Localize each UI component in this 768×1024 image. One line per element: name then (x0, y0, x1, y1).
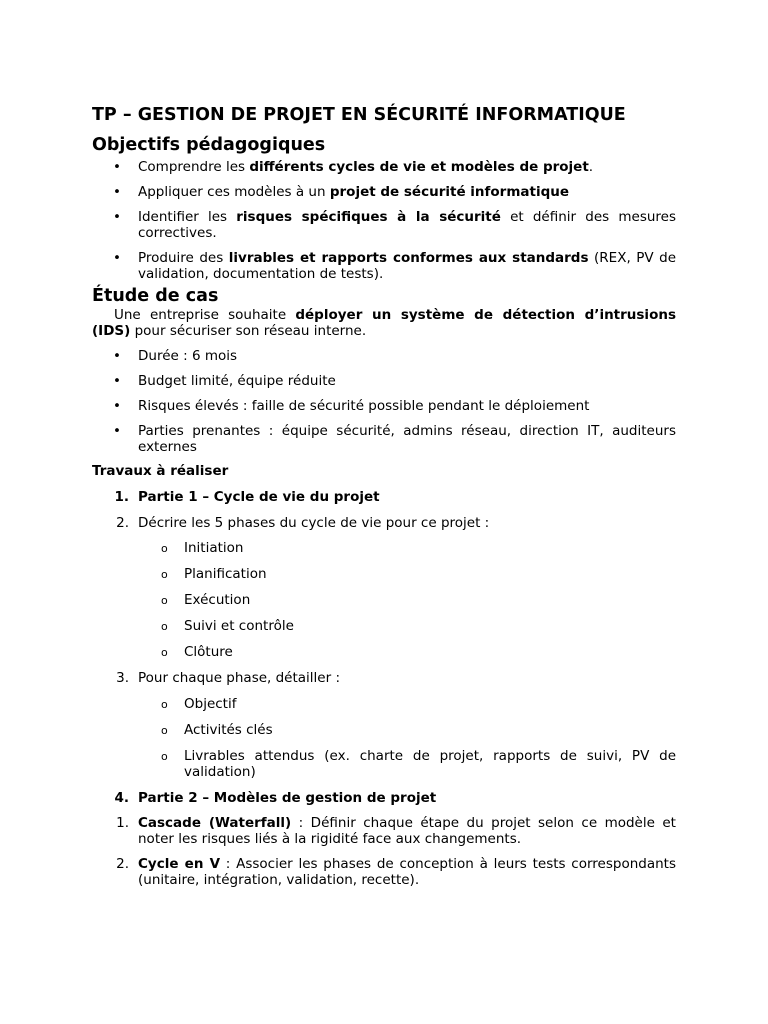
bullet-icon: • (113, 423, 121, 439)
details-list (92, 696, 676, 780)
circle-bullet-icon: o (161, 594, 168, 607)
circle-bullet-icon: o (161, 698, 168, 711)
list-item: o Objectif (161, 696, 237, 712)
model-waterfall: 1. Cascade (Waterfall) : Définir chaque étape du projet selon ce modèle et noter les risques liés à la rigidité face aux changements. (116, 815, 676, 847)
page-title: TP – GESTION DE PROJET EN SÉCURITÉ INFORMATIQUE (92, 105, 626, 125)
circle-bullet-icon: o (161, 620, 168, 633)
bullet-icon: • (113, 348, 121, 364)
phases-list (92, 540, 676, 660)
etude-heading: Étude de cas (92, 286, 219, 306)
etude-list (92, 348, 676, 455)
bullet-icon: • (113, 398, 121, 414)
list-item: o Clôture (161, 644, 233, 660)
circle-bullet-icon: o (161, 542, 168, 555)
bullet-icon: • (113, 250, 121, 266)
circle-bullet-icon: o (161, 724, 168, 737)
bullet-icon: • (113, 184, 121, 200)
list-item: • Durée : 6 mois (113, 348, 238, 364)
objectifs-heading: Objectifs pédagogiques (92, 135, 326, 155)
bullet-icon: • (113, 373, 121, 389)
bullet-icon: • (113, 209, 121, 225)
etude-intro: Une entreprise souhaite déployer un système de détection d’intrusions (IDS) pour sécuriser son réseau interne. (92, 307, 676, 339)
list-item: • Comprendre les différents cycles de vie et modèles de projet. (113, 159, 594, 175)
circle-bullet-icon: o (161, 568, 168, 581)
list-item: • Appliquer ces modèles à un projet de sécurité informatique (113, 184, 570, 200)
partie-2-heading: 4. Partie 2 – Modèles de gestion de projet (114, 790, 437, 806)
circle-bullet-icon: o (161, 750, 168, 763)
list-item: o Initiation (161, 540, 244, 556)
step-describe-phases: 2. Décrire les 5 phases du cycle de vie pour ce projet : (116, 515, 490, 531)
list-item: • Parties prenantes : équipe sécurité, admins réseau, direction IT, auditeurs externes (113, 423, 676, 455)
document-content (92, 104, 676, 888)
list-item: o Planification (161, 566, 267, 582)
list-item: • Budget limité, équipe réduite (113, 373, 336, 389)
bullet-icon: • (113, 159, 121, 175)
list-item: • Produire des livrables et rapports conformes aux standards (REX, PV de validation, documentation de tests). (113, 250, 677, 282)
partie-1-heading: 1. Partie 1 – Cycle de vie du projet (114, 489, 380, 505)
list-item: o Exécution (161, 592, 251, 608)
objectifs-list (92, 159, 676, 282)
step-detail-phases: 3. Pour chaque phase, détailler : (116, 670, 340, 686)
travaux-heading: Travaux à réaliser (92, 463, 229, 479)
list-item: • Identifier les risques spécifiques à la sécurité et définir des mesures correctives. (113, 209, 676, 241)
list-item: o Livrables attendus (ex. charte de projet, rapports de suivi, PV de validation) (161, 748, 676, 780)
model-v-cycle: 2. Cycle en V : Associer les phases de conception à leurs tests correspondants (unitaire, intégration, validation, recette). (116, 856, 677, 888)
list-item: • Risques élevés : faille de sécurité possible pendant le déploiement (113, 398, 590, 414)
circle-bullet-icon: o (161, 646, 168, 659)
list-item: o Suivi et contrôle (161, 618, 294, 634)
list-item: o Activités clés (161, 722, 273, 738)
